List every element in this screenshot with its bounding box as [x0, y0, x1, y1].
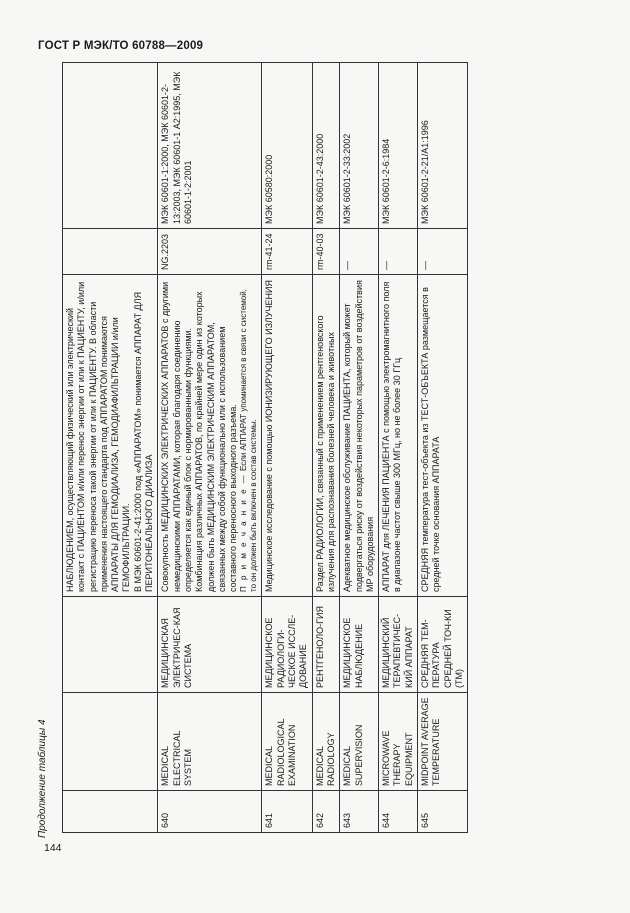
term-russian: МЕДИЦИНСКОЕ НАБЛЮДЕНИЕ — [340, 597, 379, 693]
table-continuation-label: Продолжение таблицы 4 — [37, 719, 48, 838]
term-definition — [158, 275, 262, 597]
term-russian: РЕНТГЕНОЛО-ГИЯ — [312, 597, 340, 693]
table-row — [312, 63, 340, 833]
cell-num — [63, 791, 158, 833]
term-number: 642 — [312, 791, 340, 833]
document-header: ГОСТ Р МЭК/ТО 60788—2009 — [38, 40, 204, 52]
table-row — [262, 63, 312, 833]
cell-source — [63, 63, 158, 229]
term-code: rm-41-24 — [262, 229, 312, 275]
term-number: 641 — [262, 791, 312, 833]
terms-table — [62, 62, 468, 833]
term-source: МЭК 60601-2-43:2000 — [312, 63, 340, 229]
term-russian: МЕДИЦИНСКИЙ ТЕРАПЕВТИЧЕС-КИЙ АППАРАТ — [379, 597, 418, 693]
term-source: МЭК 60601-1:2000, МЭК 60601-2-13:2003, МЭК 60601-1 А2:1995, МЭК 60601-1-2:2001 — [158, 63, 262, 229]
term-definition: СРЕДНЯЯ температура тест-объекта из ТЕСТ-ОБЪЕКТА размещается в средней точке основания АППАРАТА — [418, 275, 468, 597]
term-english: MEDICAL RADIOLOGICAL EXAMINATION — [262, 693, 312, 791]
cell-definition — [63, 275, 158, 597]
term-russian: МЕДИЦИНСКАЯ ЭЛЕКТРИЧЕС-КАЯ СИСТЕМА — [158, 597, 262, 693]
definition-note — [239, 279, 259, 592]
term-code: — — [379, 229, 418, 275]
term-code: — — [418, 229, 468, 275]
page-number: 144 — [44, 842, 62, 854]
table-row — [340, 63, 379, 833]
term-english: MIDPOINT AVERAGE TEMPERATURE — [418, 693, 468, 791]
table-row — [379, 63, 418, 833]
cell-ru — [63, 597, 158, 693]
term-english: MEDICAL SUPERVISION — [340, 693, 379, 791]
term-definition: Медицинское исследование с помощью ИОНИЗИРУЮЩЕГО ИЗЛУЧЕНИЯ — [262, 275, 312, 597]
table-row — [418, 63, 468, 833]
term-definition: АППАРАТ для ЛЕЧЕНИЯ ПАЦИЕНТА с помощью электромагнитного поля в диапазоне частот свыше 300 МГц, но не более 30 ГГц — [379, 275, 418, 597]
term-source: МЭК 60580:2000 — [262, 63, 312, 229]
term-code: rm-40-03 — [312, 229, 340, 275]
term-number: 644 — [379, 791, 418, 833]
term-russian: МЕДИЦИНСКОЕ РАДИОЛОГИ-ЧЕСКОЕ ИССЛЕ-ДОВАНИЕ — [262, 597, 312, 693]
term-english: MEDICAL RADIOLOGY — [312, 693, 340, 791]
term-number: 640 — [158, 791, 262, 833]
definition-para-2: Комбинация различных АППАРАТОВ, по крайней мере один из которых должен быть МЕДИЦИНСКИМ ЭЛЕКТРИЧЕСКИМ АППАРАТОМ, связанных между собой функционально или с использованием составного переносного выходного разъема. — [194, 291, 239, 592]
term-english: MEDICAL ELECTRICAL SYSTEM — [158, 693, 262, 791]
term-number: 643 — [340, 791, 379, 833]
term-definition: Адекватное медицинское обслуживание ПАЦИЕНТА, который может подвергаться риску от воздействия некоторых параметров от воздействия МР оборудования — [340, 275, 379, 597]
definition-para-1: Совокупность МЕДИЦИНСКИХ ЭЛЕКТРИЧЕСКИХ АППАРАТОВ с другими немедицинскими АППАРАТАМИ, которая благодаря соединению определяется как единый блок с нормированными функциями. — [160, 281, 193, 592]
term-code: — — [340, 229, 379, 275]
note-prefix: П р и м е ч а н и е — — [239, 473, 249, 592]
terms-table-rotated — [62, 63, 582, 833]
term-source: МЭК 60601-2-21/А1:1996 — [418, 63, 468, 229]
term-english: MICROWAVE THERAPY EQUIPMENT — [379, 693, 418, 791]
cell-en — [63, 693, 158, 791]
term-russian: СРЕДНЯЯ ТЕМ-ПЕРАТУРА СРЕДНЕЙ ТОЧ-КИ (ТМ) — [418, 597, 468, 693]
term-number: 645 — [418, 791, 468, 833]
table-row — [158, 63, 262, 833]
definition-text: НАБЛЮДЕНИЕМ, осуществляющий физический или электрический контакт с ПАЦИЕНТОМ и/или перенос энергии от или к ПАЦИЕНТУ, и/или регистрацию переноса такой энергии от или к ПАЦИЕНТУ. В области применения настоящего стандарта под АППАРАТОМ понимаются АППАРАТЫ ДЛЯ ГЕМОДИАЛИЗА, ГЕМОДИАФИЛЬТРАЦИИ и/или ГЕМОФИЛЬТРАЦИИ. — [65, 281, 132, 592]
note-text: Если АППАРАТ упоминается в связи с системой, то он должен быть включен в состав системы. — [239, 289, 259, 592]
table-row-continued — [63, 63, 158, 833]
cell-code — [63, 229, 158, 275]
term-source: МЭК 60601-2-33:2002 — [340, 63, 379, 229]
term-code: NG.2203 — [158, 229, 262, 275]
definition-text-2: В МЭК 60601-2-41:2000 под «АППАРАТОМ» понимается АППАРАТ ДЛЯ ПЕРИТОНЕАЛЬНОГО ДИАЛИЗА — [132, 291, 155, 592]
term-definition: Раздел РАДИОЛОГИИ, связанный с применением рентгеновского излучения для распознавания болезней человека и животных — [312, 275, 340, 597]
term-source: МЭК 60601-2-6:1984 — [379, 63, 418, 229]
